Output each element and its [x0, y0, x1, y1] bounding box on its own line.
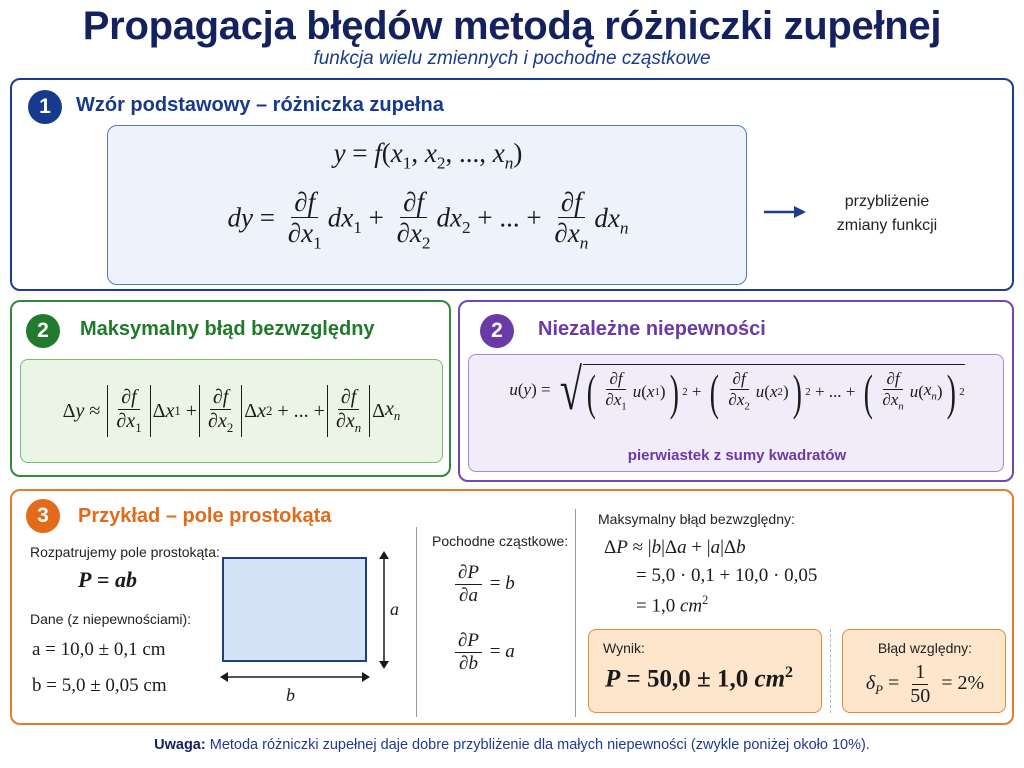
consider-label: Rozpatrujemy pole prostokąta:: [30, 544, 220, 560]
value-a: a = 10,0 ± 0,1 cm: [32, 639, 166, 660]
rss-formula-box: [468, 354, 1004, 472]
section-number-badge: 2: [480, 314, 514, 348]
section-title: Przykład – pole prostokąta: [78, 505, 332, 527]
approximation-note: przybliżenie zmiany funkcji: [836, 193, 938, 234]
side-b-label: a: [390, 599, 399, 619]
arrow-right-icon: [764, 205, 806, 219]
relative-error-box: [842, 629, 1006, 713]
section-max-absolute-error: [10, 300, 451, 477]
dashed-divider: [830, 629, 831, 713]
section-number-badge: 2: [26, 314, 60, 348]
rectangle-diagram: [222, 557, 367, 662]
section-title: Niezależne niepewności: [538, 318, 766, 340]
total-differential-formula: dy = $\frac{\partial f}{\partial x_1}$ $dx_1$ + $\frac{\partial f}{\partial x_2}$ $dx_2$ + ... + $\frac{\partial f}{\partial x_n}$ $dx_n$: [227, 187, 629, 253]
result-label: Wynik:: [603, 640, 645, 656]
total-differential-formula-box: [107, 125, 747, 285]
section-independent-uncertainties: [458, 300, 1014, 482]
section-title: Wzór podstawowy – różniczka zupełna: [76, 94, 444, 116]
column-divider: [416, 527, 417, 717]
side-a-label: b: [286, 685, 295, 705]
page-title: Propagacja błędów metodą różniczki zupełnej: [82, 4, 942, 48]
max-error-label: Maksymalny błąd bezwzględny:: [598, 511, 795, 527]
section-number-badge: 1: [28, 90, 62, 124]
max-error-line-1: ΔP ≈ |b|Δa + |a|Δb: [604, 537, 746, 558]
partial-derivative-a: $\frac{\partial P}{\partial a}$ = b: [452, 563, 515, 606]
rss-formula: u ( y ) = √ ( $\frac{\partial f}{\partial x_1}$ u ( x 1 ) ) 2 + ( $\frac{\partial f}{\partial x_2}$ u ( x 2 ) ) 2 + ... + ( $\frac{\partial f}{\partial x_n}$ u ( $x_n$ ) ) 2: [509, 357, 965, 422]
width-arrow: [220, 669, 370, 685]
value-b: b = 5,0 ± 0,05 cm: [32, 675, 167, 696]
rss-caption: pierwiastek z sumy kwadratów: [627, 447, 847, 464]
partial-derivative-b: $\frac{\partial P}{\partial b}$ = a: [452, 631, 515, 674]
result-box: [588, 629, 822, 713]
max-error-line-3: = 1,0 $cm^2$: [636, 593, 709, 617]
given-data-label: Dane (z niepewnościami):: [30, 611, 192, 627]
result-value: P = 50,0 ± 1,0 $cm^2$: [605, 664, 794, 693]
relative-error-label: Błąd względny:: [877, 640, 973, 656]
section-title: Maksymalny błąd bezwzględny: [80, 318, 375, 340]
page-subtitle: funkcja wielu zmiennych i pochodne cząstkowe: [313, 48, 711, 69]
function-definition-formula: $y = f(x_1$, $x_2$, ..., $x_n$): [333, 138, 523, 173]
section-total-differential: [10, 78, 1014, 291]
relative-error-value: $\delta_P$ = $\frac{1}{50}$ = 2%: [865, 661, 985, 707]
column-divider: [575, 509, 576, 717]
footer-note: Uwaga: Metoda różniczki zupełnej daje dobre przybliżenie dla małych niepewności (zwykle poniżej około 10%).: [154, 737, 870, 753]
area-formula: P = ab: [78, 567, 137, 592]
partials-label: Pochodne cząstkowe:: [432, 533, 569, 549]
max-error-line-2: = 5,0 · 0,1 + 10,0 · 0,05: [636, 565, 818, 586]
max-error-formula: Δ y ≈ $\frac{\partial f}{\partial x_1}$ Δ x 1 + $\frac{\partial f}{\partial x_2}$ Δ x 2 + ... + $\frac{\partial f}{\partial x_n}$ Δ $x_n$: [20, 359, 443, 463]
section-number-badge: 3: [26, 499, 60, 533]
section-rectangle-example: [10, 489, 1014, 725]
